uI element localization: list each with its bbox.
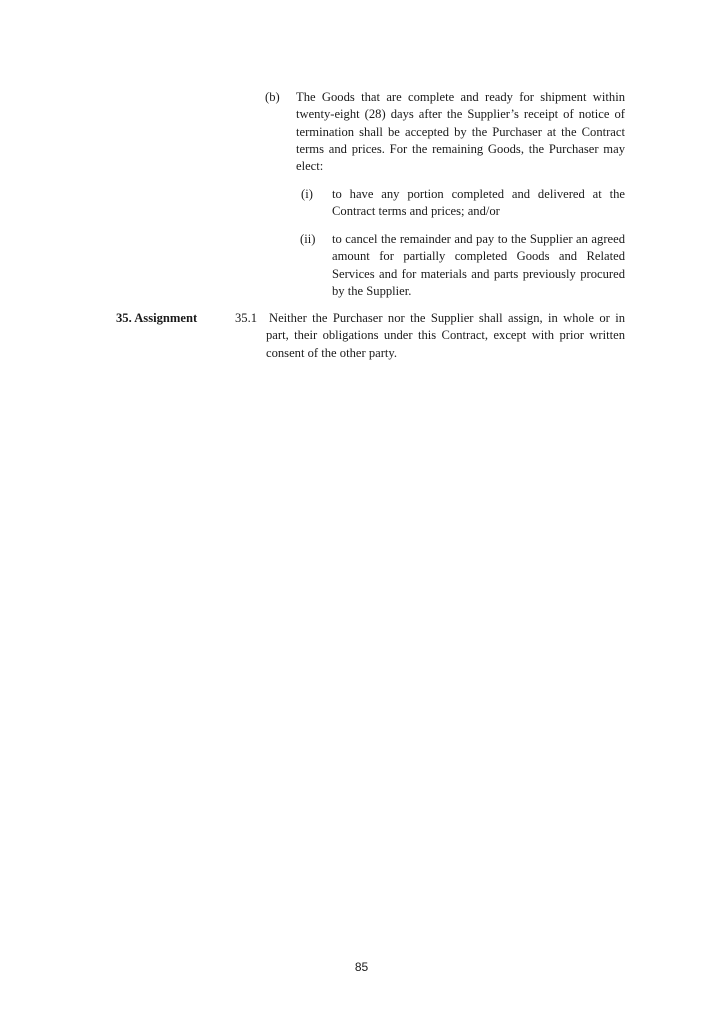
item-b-marker: (b) bbox=[265, 90, 280, 104]
item-b-text: The Goods that are complete and ready for shipment within twenty-eight (28) days after the Supplier’s receipt of notice of termination shall be accepted by the Purchaser at the Contract terms and prices. For the remaining Goods, the Purchaser may elect: bbox=[296, 90, 625, 174]
sub-item-i-marker: (i) bbox=[301, 187, 313, 201]
clause-number: 35.1 bbox=[235, 311, 258, 325]
sub-item-ii-text: to cancel the remainder and pay to the Supplier an agreed amount for partially completed Goods and Related Services and for materials and parts previously procured by the Supplier. bbox=[332, 232, 625, 298]
sub-item-i-text: to have any portion completed and delivered at the Contract terms and prices; and/or bbox=[332, 187, 625, 219]
section-heading-assignment: 35. Assignment bbox=[116, 311, 198, 325]
page-number: 85 bbox=[354, 960, 369, 974]
clause-35-1-text: Neither the Purchaser nor the Supplier shall assign, in whole or in part, their obligations under this Contract, except with prior written consent of the other party. bbox=[266, 311, 625, 360]
sub-item-ii-marker: (ii) bbox=[300, 232, 316, 246]
